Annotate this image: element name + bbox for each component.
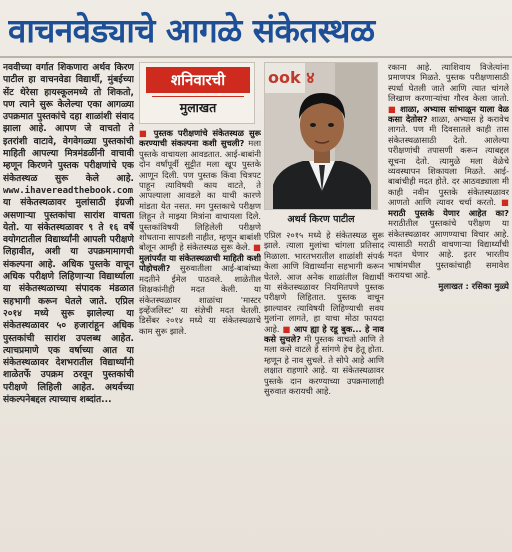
bullet-icon: ■ xyxy=(253,242,261,253)
badge-subtitle: मुलाखत xyxy=(179,100,217,115)
interview-column-2 xyxy=(139,128,261,550)
answer-3: मी पुस्तक वाचतो आणि ते मला कसे वाटले हे सांगणे हेच हेतू होता. म्हणून हे नाव सुचले. ते सोपे आहे आणि लक्षात राहणारे आहे. या संकेतस्थळावर पुस्तके दान करण्याच्या उपक्रमालाही सुरुवात करायची आहे. xyxy=(264,334,384,397)
answer-4: शाळा, अभ्यास हे करावेच लागते. पण मी दिवसातले काही तास संकेतस्थळासाठी देतो. आलेल्या परीक्षणांची तपासणी करून त्याबद्दल सूचना देतो. त्यामुळे मला वेळेचे व्यवस्थापन शिकायला मिळते. आई-बाबांचीही मदत होते. दर आठवड्याला मी काही नवीन पुस्तके संकेतस्थळावर आणतो आणि त्यावर चर्चा करतो. xyxy=(388,114,509,208)
photo-corner-text: ook ४ xyxy=(268,68,315,87)
byline: मुलाखत : रसिका मुळ्ये xyxy=(438,280,509,291)
bullet-icon: ■ xyxy=(501,197,509,208)
section-badge xyxy=(139,62,255,124)
intro-column xyxy=(3,62,134,550)
bullet-icon: ■ xyxy=(388,103,401,114)
answer-3-continued: रकाना आहे. त्याशिवाय विजेत्यांना प्रमाणपत्र मिळते. पुस्तक परीक्षणासाठी स्पर्धा घेतली जाते आणि त्यात चांगले लिखाण करणाऱ्यांचा गौरव केला जातो. xyxy=(388,62,509,104)
interview-column-4 xyxy=(388,62,509,550)
interview-column-3 xyxy=(264,230,384,550)
photo-caption: अथर्व किरण पाटील xyxy=(287,214,355,225)
intro-text: नववीच्या वर्गात शिकणारा अर्थव किरण पाटील हा वाचनवेडा विद्यार्थी, मुंबईच्या सेंट थेरेसा हायस्कूलमध्ये तो शिकतो, पण त्याने सुरू केलेल्या एका आगळ्या उपक्रमात पुस्तकांचे दहा शाळांशी संवाद झाला आहे. आपण जे वाचतो ते इतरांशी वाटावे, वेगवेगळ्या पुस्तकांची माहिती आपल्या मित्रमंडळींनी वाचावी म्हणून किरणने पुस्तक परीक्षणांचे एक संकेतस्थळ सुरू केले आहे. xyxy=(3,63,134,184)
badge-title: शनिवारची xyxy=(146,67,250,93)
portrait-photo xyxy=(264,62,378,210)
question-1: पुस्तक परीक्षणांचे संकेतस्थळ सुरू करण्याची संकल्पना कशी सुचली? xyxy=(139,128,261,149)
answer-2: सुरुवातीला आई-बाबांच्या मदतीने ईमेल पाठवले. शाळेतील शिक्षकांनीही मदत केली. या संकेतस्थळावर शाळांचा 'मास्टर इव्हेंजलिस्ट' या संज्ञेची मदत घेतली. डिसेंबर २०१४ मध्ये या संकेतस्थळाचे काम सुरू झाले. xyxy=(139,263,261,336)
intro-text-continued: या संकेतस्थळावर मुलांसाठी इंग्रजी असणाऱ्या पुस्तकांचा सारांश वाचता येतो. या संकेतस्थळावर ९ ते १६ वर्षे वयोगटातील विद्यार्थ्यांनी आपली परीक्षणे लिहावीत, अशी या उपक्रमामागची संकल्पना आहे. अधिक पुस्तके वाचून अधिक परीक्षणे लिहिणाऱ्या विद्यार्थ्याला या संकेतस्थळाच्या संपादक मंडळात सहभागी करून घेतले जाते. एप्रिल २०१४ मध्ये सुरू झालेल्या या संकेतस्थळावर ५० हजारांहून अधिक पुस्तकांची सारांश उपलब्ध आहेत. त्याचप्रमाणे एक वर्षाच्या आत या संकेतस्थळावर देशभरातील विद्यार्थ्यांनी शाळेतर्फे उपक्रम ठरवून पुस्तकांची परीक्षणे लिहिली आहेत. अथर्वच्या संकल्पनेबद्दल त्याच्याच शब्दांत... xyxy=(3,198,134,406)
answer-1: मला पुस्तके वाचायला आवडतात. आई-बाबांनी दोन वर्षांपूर्वी सुट्टीत मला खूप पुस्तके आणून दिली. पण पुस्तक किंवा चित्रपट पाहून त्याविषयी काय वाटते, ते आपल्याला आवडले का याची कारणे मांडता येत नसत. मग पुस्तकाचे परीक्षण लिहून ते माझ्या मित्रांना वाचायला दिले. पुस्तकांविषयी लिहिलेली परीक्षणे शोधताना सापडली नाहीत, म्हणून बाबांशी बोलून आम्ही हे संकेतस्थळ सुरू केले. xyxy=(139,138,261,253)
portrait-illustration xyxy=(265,63,378,210)
answer-5: मराठीतील पुस्तकांचे परीक्षण या संकेतस्थळावर आणण्याचा विचार आहे. त्यासाठी मराठी वाचणाऱ्या विद्यार्थ्यांची मदत घेणार आहे. इतर भारतीय भाषांमधील पुस्तकांचाही समावेश करायचा आहे. xyxy=(388,218,509,281)
bullet-icon: ■ xyxy=(139,128,154,138)
website-url: www.ihavereadthebook.com xyxy=(3,185,134,196)
badge-divider xyxy=(152,96,244,97)
bullet-icon: ■ xyxy=(282,323,294,334)
question-2: मुलांपर्यंत या संकेतस्थळाची माहिती कशी पोहोचली? xyxy=(139,252,261,274)
answer-2-continued: एप्रिल २०१५ मध्ये हे संकेतस्थळ सुरू झाले. त्याला मुलांचा चांगला प्रतिसाद मिळाला. भारतभरातील शाळांशी संपर्क केला आणि विद्यार्थ्यांना सहभागी करून घेतले. आज अनेक शाळांतील विद्यार्थी या संकेतस्थळावर नियमितपणे पुस्तक परीक्षणे लिहितात. पुस्तक वाचून झाल्यावर त्याविषयी लिहिण्याची सवय मुलांना लागते, हा याचा मोठा फायदा आहे. xyxy=(264,230,384,334)
headline-rule xyxy=(0,56,512,58)
question-5: मराठी पुस्तके येणार आहेत का? xyxy=(388,207,509,218)
question-4: शाळा, अभ्यास सांभाळून याला वेळ कसा देतोस? xyxy=(388,103,509,125)
question-3: आप ह्या हे रडू बुक... हे नाव कसे सुचले? xyxy=(264,323,384,345)
headline: वाचनवेड्याचे आगळे संकेतस्थळ xyxy=(8,11,375,50)
